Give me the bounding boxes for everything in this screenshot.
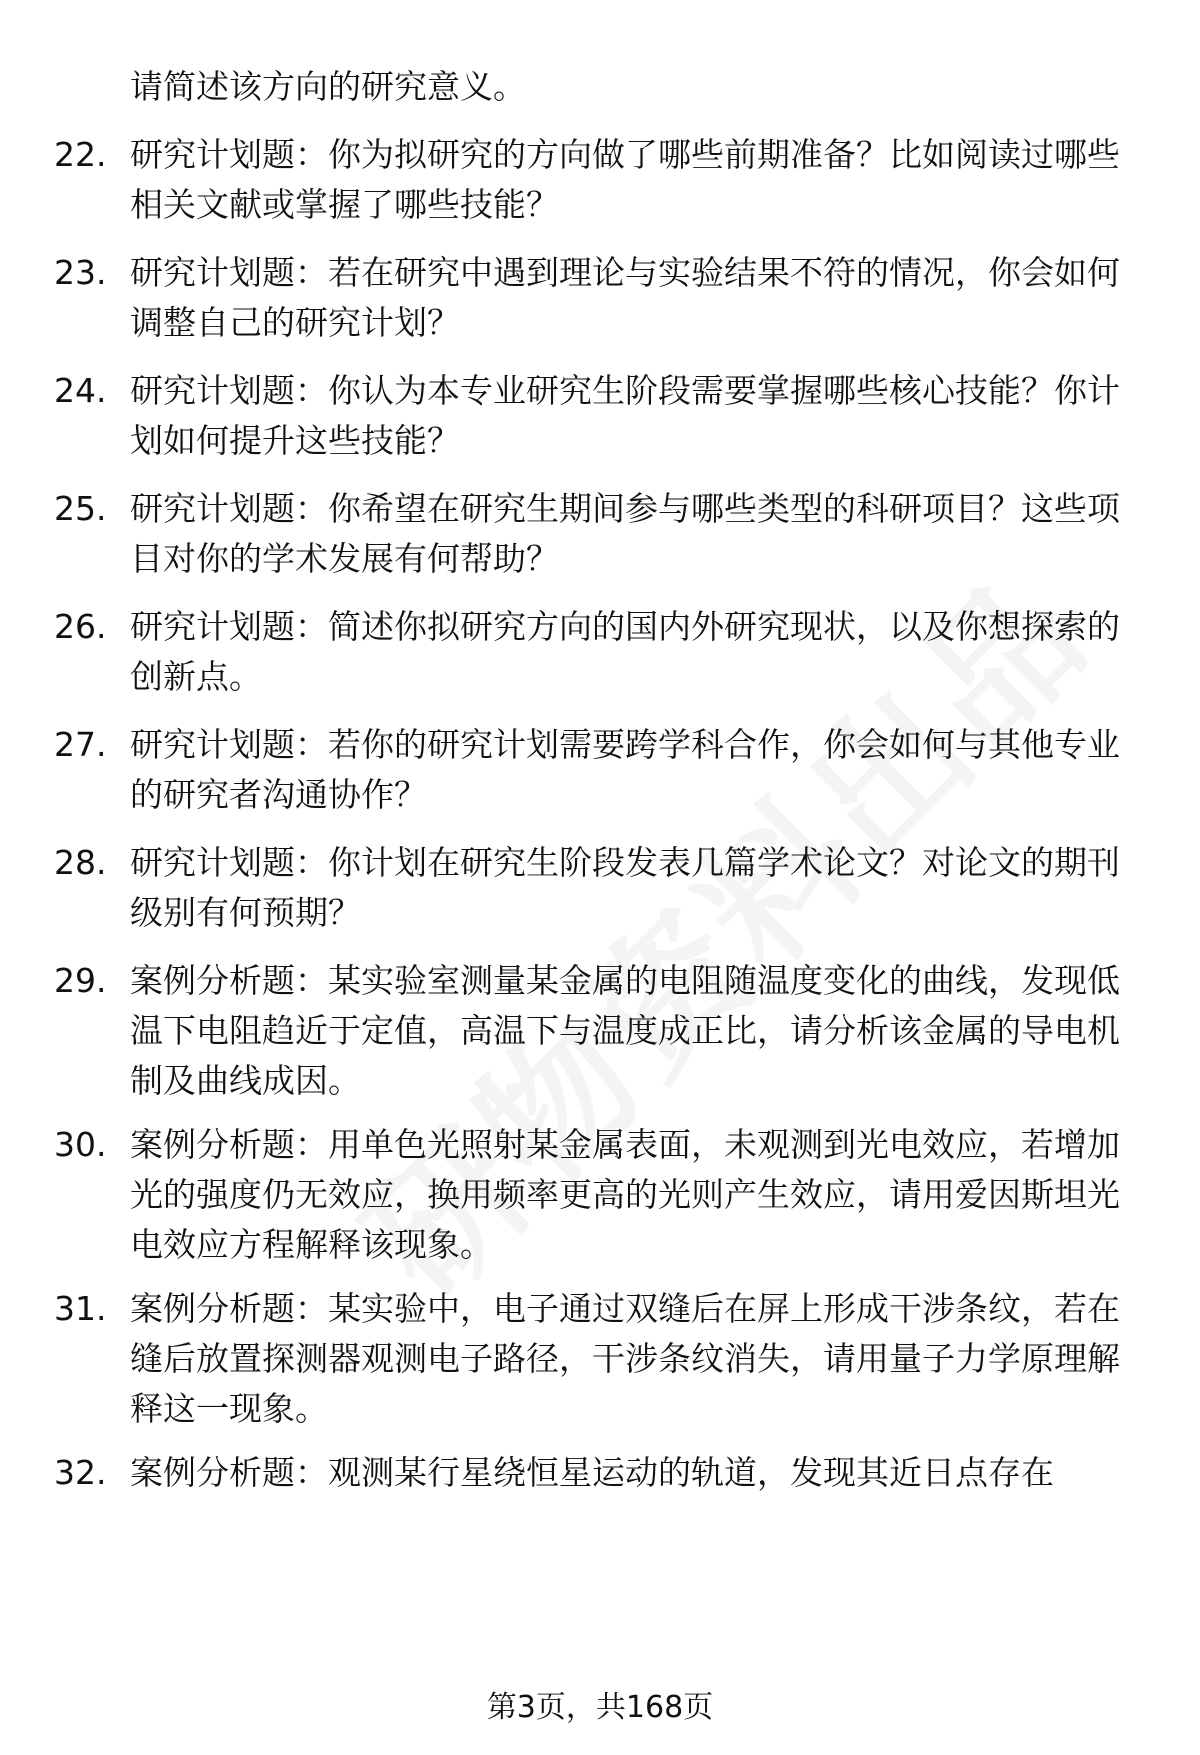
question-number: 30. [54,1125,107,1164]
continuation-text: 请简述该方向的研究意义。 [130,67,526,106]
question-text: 研究计划题：你认为本专业研究生阶段需要掌握哪些核心技能？你计划如何提升这些技能？ [130,371,1120,460]
question-text: 案例分析题：某实验中，电子通过双缝后在屏上形成干涉条纹，若在缝后放置探测器观测电子路径，干涉条纹消失，请用量子力学原理解释这一现象。 [130,1289,1120,1428]
question-number: 29. [54,961,107,1000]
question-text: 案例分析题：某实验室测量某金属的电阻随温度变化的曲线，发现低温下电阻趋近于定值，高温下与温度成正比，请分析该金属的导电机制及曲线成因。 [130,961,1120,1100]
question-text: 案例分析题：观测某行星绕恒星运动的轨道，发现其近日点存在 [130,1453,1054,1492]
question-number: 27. [54,725,107,764]
question-text: 研究计划题：你计划在研究生阶段发表几篇学术论文？对论文的期刊级别有何预期？ [130,843,1120,932]
question-number: 25. [54,489,107,528]
question-text: 案例分析题：用单色光照射某金属表面，未观测到光电效应，若增加光的强度仍无效应，换用频率更高的光则产生效应，请用爱因斯坦光电效应方程解释该现象。 [130,1125,1120,1264]
question-number: 24. [54,371,107,410]
question-text: 研究计划题：若在研究中遇到理论与实验结果不符的情况，你会如何调整自己的研究计划？ [130,253,1120,342]
page-number-footer: 第3页，共168页 [486,1690,714,1725]
question-number: 26. [54,607,107,646]
question-number: 28. [54,843,107,882]
question-text: 研究计划题：若你的研究计划需要跨学科合作，你会如何与其他专业的研究者沟通协作？ [130,725,1120,814]
question-number: 31. [54,1289,107,1328]
question-number: 32. [54,1453,107,1492]
question-number: 22. [54,135,107,174]
question-text: 研究计划题：简述你拟研究方向的国内外研究现状，以及你想探索的创新点。 [130,607,1120,696]
question-number: 23. [54,253,107,292]
question-text: 研究计划题：你为拟研究的方向做了哪些前期准备？比如阅读过哪些相关文献或掌握了哪些技能？ [130,135,1120,224]
question-text: 研究计划题：你希望在研究生期间参与哪些类型的科研项目？这些项目对你的学术发展有何帮助？ [130,489,1120,578]
